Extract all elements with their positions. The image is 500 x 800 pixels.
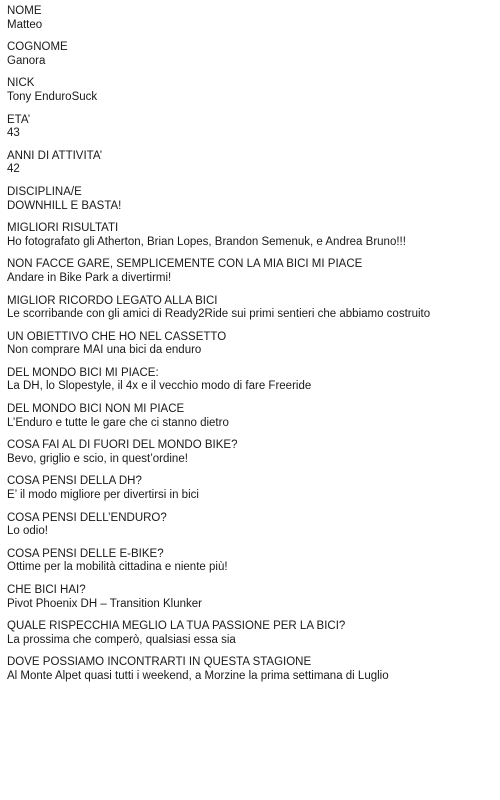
question-label: UN OBIETTIVO CHE HO NEL CASSETTO: [7, 330, 227, 343]
qa-dove-incontrarti: [7, 656, 500, 683]
qa-nick: [7, 77, 500, 104]
qa-anni-attivita: [7, 150, 500, 177]
answer-text: Ganora: [7, 54, 46, 67]
answer-text: Andare in Bike Park a divertirmi!: [7, 271, 172, 284]
qa-fuori-mondo-bike: [7, 439, 500, 466]
question-label: ETA’: [7, 113, 31, 126]
question-label: DEL MONDO BICI NON MI PIACE: [7, 403, 185, 416]
qa-pensi-dh: [7, 475, 500, 502]
answer-text: DOWNHILL E BASTA!: [7, 199, 122, 212]
question-label: COGNOME: [7, 41, 68, 54]
qa-passione: [7, 620, 500, 647]
qa-eta: [7, 114, 500, 141]
qa-nome: [7, 5, 500, 32]
answer-text: Pivot Phoenix DH – Transition Klunker: [7, 597, 202, 610]
question-label: MIGLIOR RICORDO LEGATO ALLA BICI: [7, 294, 218, 307]
qa-cognome: [7, 41, 500, 68]
question-label: MIGLIORI RISULTATI: [7, 222, 119, 235]
answer-text: Le scorribande con gli amici di Ready2Ride sui primi sentieri che abbiamo costruito: [7, 308, 431, 321]
answer-text: Al Monte Alpet quasi tutti i weekend, a Morzine la prima settimana di Luglio: [7, 669, 389, 682]
question-label: DOVE POSSIAMO INCONTRARTI IN QUESTA STAGIONE: [7, 656, 312, 669]
answer-text: La DH, lo Slopestyle, il 4x e il vecchio modo di fare Freeride: [7, 380, 312, 393]
answer-text: Lo odio!: [7, 525, 48, 538]
answer-text: L’Enduro e tutte le gare che ci stanno dietro: [7, 416, 229, 429]
question-label: DISCIPLINA/E: [7, 185, 82, 198]
qa-pensi-enduro: [7, 512, 500, 539]
question-label: NICK: [7, 77, 35, 90]
question-label: COSA PENSI DELL’ENDURO?: [7, 511, 167, 524]
answer-text: Ho fotografato gli Atherton, Brian Lopes, Brandon Semenuk, e Andrea Bruno!!!: [7, 235, 406, 248]
qa-pensi-ebike: [7, 548, 500, 575]
answer-text: Matteo: [7, 18, 43, 31]
qa-non-mi-piace: [7, 403, 500, 430]
answer-text: 42: [7, 163, 20, 176]
question-label: ANNI DI ATTIVITA’: [7, 149, 103, 162]
question-label: DEL MONDO BICI MI PIACE:: [7, 366, 159, 379]
answer-text: La prossima che comperò, qualsiasi essa sia: [7, 633, 236, 646]
qa-non-faccio-gare: [7, 258, 500, 285]
qa-disciplina: [7, 186, 500, 213]
question-label: COSA PENSI DELLA DH?: [7, 475, 142, 488]
answer-text: Non comprare MAI una bici da enduro: [7, 344, 202, 357]
question-label: QUALE RISPECCHIA MEGLIO LA TUA PASSIONE PER LA BICI?: [7, 620, 346, 633]
question-label: CHE BICI HAI?: [7, 584, 86, 596]
qa-mi-piace: [7, 367, 500, 394]
qa-che-bici: [7, 584, 500, 611]
answer-text: Ottime per la mobilità cittadina e niente più!: [7, 561, 228, 574]
question-label: COSA FAI AL DI FUORI DEL MONDO BIKE?: [7, 439, 238, 452]
qa-miglior-ricordo: [7, 295, 500, 322]
question-label: NON FACCE GARE, SEMPLICEMENTE CON LA MIA BICI MI PIACE: [7, 258, 363, 271]
answer-text: 43: [7, 127, 20, 140]
qa-migliori-risultati: [7, 222, 500, 249]
answer-text: Tony EnduroSuck: [7, 90, 98, 103]
answer-text: Bevo, griglio e scio, in quest’ordine!: [7, 452, 188, 465]
question-label: COSA PENSI DELLE E-BIKE?: [7, 547, 164, 560]
qa-obiettivo: [7, 331, 500, 358]
answer-text: E’ il modo migliore per divertirsi in bici: [7, 489, 199, 502]
question-label: NOME: [7, 5, 42, 17]
